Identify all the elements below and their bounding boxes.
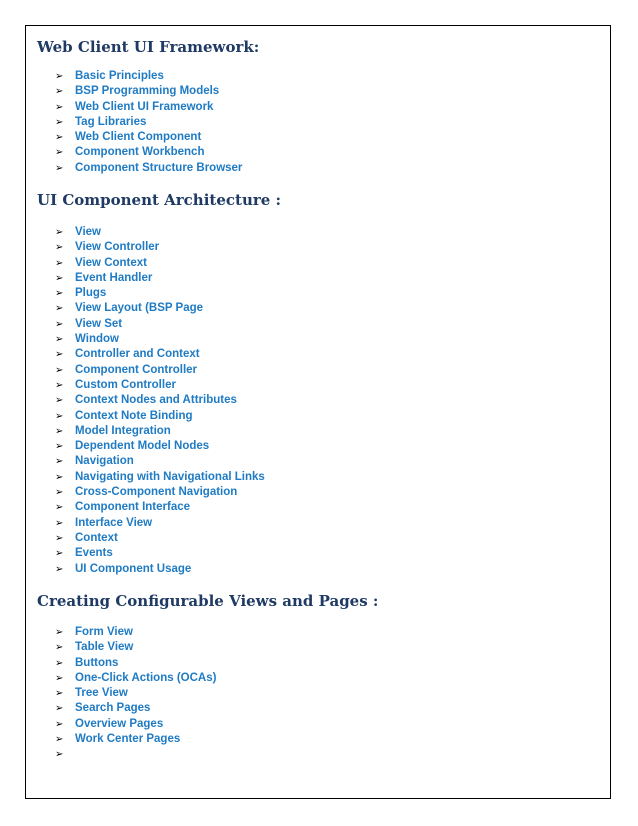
list-item-label: Component Workbench [75, 146, 205, 159]
arrow-bullet-icon: ➢ [55, 563, 64, 575]
arrow-bullet-icon: ➢ [55, 334, 64, 346]
arrow-bullet-icon: ➢ [55, 441, 64, 453]
list-item-label: Work Center Pages [75, 733, 181, 746]
arrow-bullet-icon: ➢ [55, 364, 64, 376]
list-item-label: Plugs [75, 287, 107, 300]
list-item [55, 256, 265, 271]
list-item [55, 516, 265, 531]
list-item-label: Model Integration [75, 424, 171, 437]
list-item-label: Tree View [75, 687, 128, 700]
list-item-label: Window [75, 333, 119, 346]
list-item-label: BSP Programming Models [75, 85, 220, 98]
arrow-bullet-icon: ➢ [55, 147, 64, 159]
list-item-label: Interface View [75, 516, 153, 529]
arrow-bullet-icon: ➢ [55, 532, 64, 544]
list-item [55, 732, 216, 747]
list-item [55, 671, 216, 686]
list-item [55, 393, 265, 408]
list-item [55, 546, 265, 561]
list-item-label: View [75, 226, 101, 238]
arrow-bullet-icon: ➢ [55, 272, 64, 284]
section-heading-configurable-views-and-pages: Creating Configurable Views and Pages : [37, 592, 379, 610]
arrow-bullet-icon: ➢ [55, 517, 64, 529]
arrow-bullet-icon: ➢ [55, 303, 64, 315]
arrow-bullet-icon: ➢ [55, 502, 64, 514]
arrow-bullet-icon: ➢ [55, 349, 64, 361]
list-item [55, 100, 242, 115]
web-client-ui-framework-list [55, 69, 242, 176]
arrow-bullet-icon: ➢ [55, 749, 64, 761]
list-item [55, 409, 265, 424]
list-item [55, 424, 265, 439]
arrow-bullet-icon: ➢ [55, 657, 64, 669]
section-heading-ui-component-architecture: UI Component Architecture : [37, 191, 282, 209]
list-item-label: View Controller [75, 241, 160, 254]
arrow-bullet-icon: ➢ [55, 227, 64, 238]
arrow-bullet-icon: ➢ [55, 86, 64, 98]
list-item [55, 161, 242, 176]
list-item-label: View Set [75, 317, 123, 330]
list-item-label: Tag Libraries [75, 115, 147, 128]
list-item-label: Component Controller [75, 363, 198, 376]
list-item-label: One-Click Actions (OCAs) [75, 671, 217, 684]
arrow-bullet-icon: ➢ [55, 101, 64, 113]
list-item [55, 69, 242, 84]
list-item-label: Navigation [75, 455, 134, 468]
list-item-label: Buttons [75, 656, 119, 669]
list-item-label: Controller and Context [75, 348, 200, 361]
arrow-bullet-icon: ➢ [55, 257, 64, 269]
list-item [55, 115, 242, 130]
list-item [55, 301, 265, 316]
list-item [55, 317, 265, 332]
arrow-bullet-icon: ➢ [55, 379, 64, 391]
list-item-label: Dependent Model Nodes [75, 440, 210, 453]
list-item [55, 378, 265, 393]
list-item [55, 439, 265, 454]
arrow-bullet-icon: ➢ [55, 703, 64, 715]
list-item [55, 686, 216, 701]
list-item-label: View Layout (BSP Page [75, 302, 204, 315]
list-item [55, 656, 216, 671]
ui-component-architecture-list [55, 225, 265, 577]
list-item [55, 640, 216, 655]
list-item-label: Events [75, 547, 113, 560]
arrow-bullet-icon: ➢ [55, 410, 64, 422]
arrow-bullet-icon: ➢ [55, 487, 64, 499]
arrow-bullet-icon: ➢ [55, 288, 64, 300]
configurable-views-and-pages-list [55, 625, 216, 763]
list-item [55, 347, 265, 362]
list-item [55, 286, 265, 301]
list-item-label: Web Client UI Framework [75, 100, 214, 113]
arrow-bullet-icon: ➢ [55, 395, 64, 407]
list-item-label: Custom Controller [75, 378, 176, 391]
list-item-label: Context Nodes and Attributes [75, 394, 237, 407]
arrow-bullet-icon: ➢ [55, 162, 64, 174]
list-item-label: UI Component Usage [75, 562, 192, 575]
list-item [55, 701, 216, 716]
arrow-bullet-icon: ➢ [55, 627, 64, 638]
list-item [55, 717, 216, 732]
list-item-label: Context Note Binding [75, 409, 193, 422]
arrow-bullet-icon: ➢ [55, 718, 64, 730]
arrow-bullet-icon: ➢ [55, 71, 64, 82]
list-item-label: Cross-Component Navigation [75, 486, 238, 499]
list-item-label: Table View [75, 641, 134, 654]
arrow-bullet-icon: ➢ [55, 688, 64, 700]
list-item-label: Event Handler [75, 271, 153, 284]
list-item [55, 145, 242, 160]
list-item-label: Component Structure Browser [75, 161, 243, 174]
list-item-label: Navigating with Navigational Links [75, 470, 265, 483]
section-heading-web-client-ui-framework: Web Client UI Framework: [37, 38, 260, 56]
list-item-label: Basic Principles [75, 70, 164, 82]
arrow-bullet-icon: ➢ [55, 642, 64, 654]
arrow-bullet-icon: ➢ [55, 425, 64, 437]
list-item [55, 562, 265, 577]
arrow-bullet-icon: ➢ [55, 672, 64, 684]
list-item [55, 531, 265, 546]
list-item [55, 225, 265, 240]
list-item [55, 130, 242, 145]
list-item-label: Web Client Component [75, 131, 202, 144]
list-item-label: Component Interface [75, 501, 191, 514]
list-item-label: Context [75, 531, 118, 544]
arrow-bullet-icon: ➢ [55, 734, 64, 746]
list-item-label: Overview Pages [75, 717, 164, 730]
list-item [55, 485, 265, 500]
list-item [55, 470, 265, 485]
list-item-label: View Context [75, 256, 147, 269]
arrow-bullet-icon: ➢ [55, 242, 64, 254]
list-item [55, 332, 265, 347]
list-item [55, 625, 216, 640]
list-item [55, 500, 265, 515]
arrow-bullet-icon: ➢ [55, 132, 64, 144]
arrow-bullet-icon: ➢ [55, 318, 64, 330]
list-item [55, 271, 265, 286]
list-item [55, 747, 216, 762]
list-item [55, 84, 242, 99]
list-item-label: Search Pages [75, 702, 151, 715]
arrow-bullet-icon: ➢ [55, 471, 64, 483]
list-item [55, 363, 265, 378]
list-item-label: Form View [75, 626, 133, 638]
list-item [55, 240, 265, 255]
arrow-bullet-icon: ➢ [55, 456, 64, 468]
list-item [55, 454, 265, 469]
arrow-bullet-icon: ➢ [55, 116, 64, 128]
arrow-bullet-icon: ➢ [55, 548, 64, 560]
